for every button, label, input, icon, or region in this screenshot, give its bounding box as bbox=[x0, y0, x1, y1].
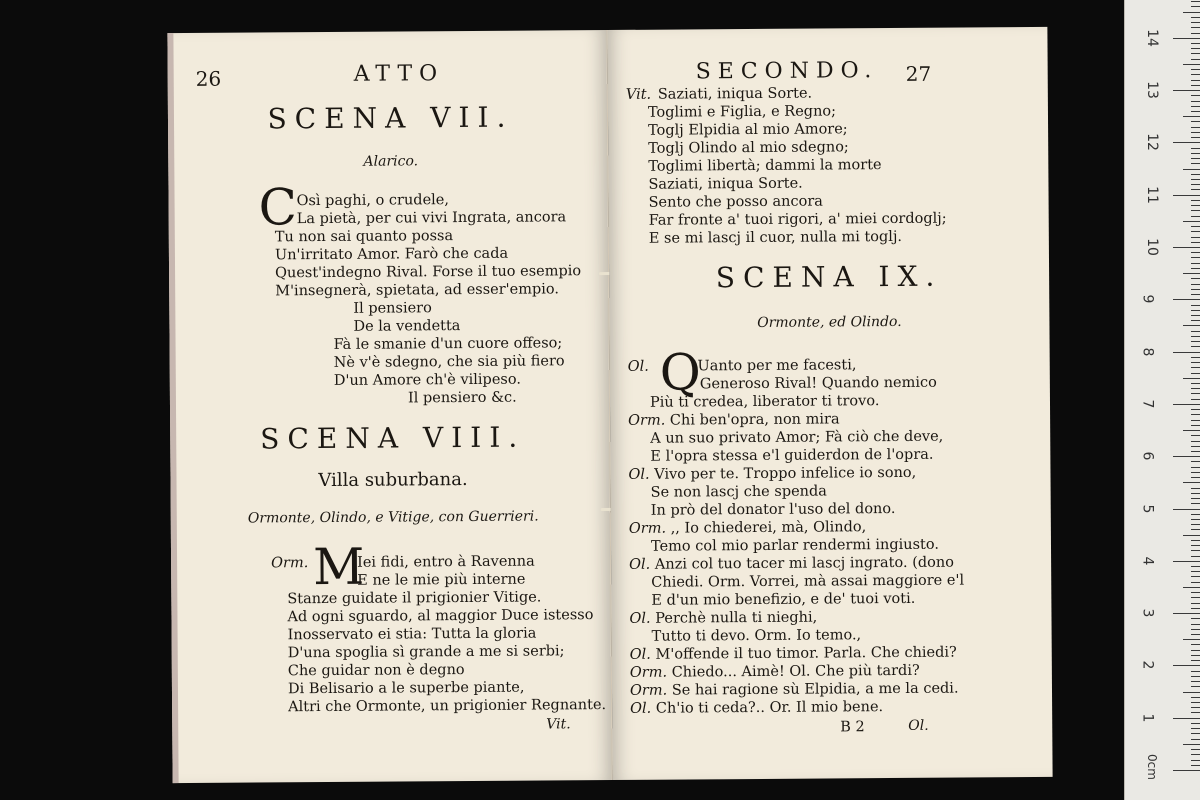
ruler-tick bbox=[1191, 210, 1200, 211]
ruler-tick bbox=[1191, 6, 1200, 7]
ruler-tick bbox=[1183, 64, 1200, 65]
ruler-number: 4 bbox=[1139, 556, 1156, 566]
ruler-tick bbox=[1191, 268, 1200, 269]
dialogue-text: E d'un mio benefizio, e de' tuoi voti. bbox=[651, 590, 916, 609]
ruler-tick bbox=[1191, 576, 1200, 577]
ruler-tick bbox=[1183, 692, 1200, 693]
ruler-tick bbox=[1173, 90, 1200, 91]
ruler-tick bbox=[1191, 373, 1200, 374]
dialogue-text: ,, Io chiederei, mà, Olindo, bbox=[670, 519, 867, 537]
ruler-tick bbox=[1191, 257, 1200, 258]
verse-line: De la vendetta bbox=[353, 318, 461, 335]
ruler-tick bbox=[1191, 519, 1200, 520]
ruler-number: 14 bbox=[1143, 28, 1160, 47]
ruler-tick bbox=[1183, 325, 1200, 326]
ruler-tick bbox=[1191, 650, 1200, 651]
verse-line: Sento che posso ancora bbox=[648, 193, 823, 211]
verse-line: La pietà, per cui vivi Ingrata, ancora bbox=[296, 209, 567, 228]
character-list: Ormonte, Olindo, e Vitige, con Guerrieri. bbox=[247, 508, 539, 527]
ruler-number: 8 bbox=[1139, 347, 1156, 357]
dialogue-text: Chiedi. Orm. Vorrei, mà assai maggiore e'l bbox=[651, 572, 965, 591]
ruler-tick bbox=[1191, 357, 1200, 358]
verse-line: Il pensiero bbox=[353, 300, 432, 317]
ruler-tick bbox=[1191, 289, 1200, 290]
dialogue-text: Se hai ragione sù Elpidia, a me la cedi. bbox=[671, 680, 959, 699]
ruler-number: 5 bbox=[1139, 504, 1156, 513]
dialogue-text: Chi ben'opra, non mira bbox=[669, 411, 840, 429]
verse-line: Quest'indegno Rival. Forse il tuo esempio bbox=[275, 263, 582, 282]
ruler-tick bbox=[1183, 221, 1200, 222]
dialogue-text: Ch'io ti ceda?.. Or. Il mio bene. bbox=[655, 699, 884, 717]
dialogue-text: Tutto ti devo. Orm. Io temo., bbox=[651, 627, 862, 645]
drop-cap: C bbox=[258, 178, 298, 237]
verse-line: E se mi lascj il cuor, nulla mi toglj. bbox=[648, 228, 903, 247]
verse-line: Saziati, iniqua Sorte. bbox=[648, 175, 803, 193]
scene-title: SCENA IX. bbox=[715, 259, 943, 295]
speaker-label: Orm. bbox=[629, 664, 668, 681]
verse-line: Che guidar non è degno bbox=[287, 662, 465, 680]
ruler-tick bbox=[1183, 744, 1200, 745]
ruler-tick bbox=[1191, 697, 1200, 698]
dialogue-text: A un suo privato Amor; Fà ciò che deve, bbox=[650, 428, 944, 447]
speaker-label: Orm. bbox=[628, 412, 666, 429]
verse-line: Tu non sai quanto possa bbox=[274, 228, 454, 246]
ruler-tick bbox=[1183, 535, 1200, 536]
ruler-tick bbox=[1183, 273, 1200, 274]
ruler-tick bbox=[1183, 587, 1200, 588]
verse-line: M'insegnerà, spietata, ad esser'empio. bbox=[275, 281, 560, 300]
ruler-tick bbox=[1191, 59, 1200, 60]
catchword: Ol. bbox=[908, 717, 929, 734]
speaker-label: Ol. bbox=[627, 358, 649, 375]
dialogue-text: Generoso Rival! Quando nemico bbox=[699, 374, 937, 393]
ruler-tick bbox=[1191, 153, 1200, 154]
dialogue-line bbox=[651, 500, 896, 520]
dialogue-line bbox=[651, 536, 939, 556]
ruler-number: 2 bbox=[1139, 660, 1156, 670]
ruler-tick bbox=[1191, 132, 1200, 133]
ruler-tick bbox=[1191, 294, 1200, 295]
ruler-number: 1 bbox=[1139, 713, 1156, 723]
ruler-unit-label: 0cm bbox=[1144, 754, 1159, 780]
ruler-number: 3 bbox=[1139, 608, 1156, 618]
verse-line: Saziati, iniqua Sorte. bbox=[657, 85, 813, 103]
ruler-tick bbox=[1183, 12, 1200, 13]
ruler-number: 7 bbox=[1139, 399, 1156, 409]
character-list: Ormonte, ed Olindo. bbox=[757, 313, 902, 331]
ruler-tick bbox=[1191, 425, 1200, 426]
verse-line: D'una spoglia sì grande a me si serbi; bbox=[287, 643, 565, 662]
ruler-tick bbox=[1191, 43, 1200, 44]
ruler-tick bbox=[1191, 681, 1200, 682]
dialogue-line bbox=[630, 698, 883, 718]
ruler-tick bbox=[1191, 216, 1200, 217]
ruler-tick bbox=[1191, 644, 1200, 645]
ruler-tick bbox=[1191, 1, 1200, 2]
ruler-tick bbox=[1191, 477, 1200, 478]
dialogue-line bbox=[650, 428, 943, 448]
speaker-label: Ol. bbox=[628, 466, 650, 483]
dialogue-text: E l'opra stessa e'l guiderdon de l'opra. bbox=[650, 446, 934, 465]
ruler-tick bbox=[1191, 498, 1200, 499]
ruler-tick bbox=[1191, 362, 1200, 363]
ruler-number: 9 bbox=[1139, 294, 1156, 304]
verse-line: Ad ogni sguardo, al maggior Duce istesso bbox=[287, 607, 594, 626]
ruler-tick bbox=[1191, 48, 1200, 49]
ruler-tick bbox=[1191, 163, 1200, 164]
ruler-tick bbox=[1191, 263, 1200, 264]
ruler-tick bbox=[1173, 509, 1200, 510]
dialogue-text: Se non lascj che spenda bbox=[650, 483, 827, 501]
ruler-tick bbox=[1191, 529, 1200, 530]
ruler-tick bbox=[1191, 686, 1200, 687]
speaker-label: Orm. bbox=[629, 682, 668, 699]
ruler-tick bbox=[1191, 226, 1200, 227]
verse-line: Di Belisario a le superbe piante, bbox=[287, 679, 525, 698]
ruler-tick bbox=[1191, 754, 1200, 755]
ruler-tick bbox=[1191, 624, 1200, 625]
ruler-tick bbox=[1191, 184, 1200, 185]
ruler-tick bbox=[1191, 493, 1200, 494]
ruler-tick bbox=[1191, 571, 1200, 572]
ruler-tick bbox=[1183, 430, 1200, 431]
verse-line: Osì paghi, o crudele, bbox=[296, 192, 450, 210]
ruler-number: 6 bbox=[1139, 451, 1156, 461]
dialogue-line bbox=[628, 464, 916, 484]
verse-line: Un'irritato Amor. Farò che cada bbox=[274, 245, 509, 264]
dialogue-line bbox=[652, 626, 862, 645]
ruler-tick bbox=[1173, 404, 1200, 405]
ruler-tick bbox=[1191, 74, 1200, 75]
ruler-tick bbox=[1191, 252, 1200, 253]
ruler-tick bbox=[1191, 739, 1200, 740]
ruler-tick bbox=[1191, 524, 1200, 525]
dialogue-line bbox=[629, 609, 817, 628]
ruler-tick bbox=[1191, 27, 1200, 28]
ruler-tick bbox=[1173, 561, 1200, 562]
left-page bbox=[167, 30, 612, 783]
ruler-tick bbox=[1173, 299, 1200, 300]
ruler-tick bbox=[1191, 467, 1200, 468]
ruler-tick bbox=[1173, 247, 1200, 248]
ruler-tick bbox=[1183, 639, 1200, 640]
dialogue-line bbox=[630, 680, 959, 700]
ruler-tick bbox=[1191, 346, 1200, 347]
verse-line: Nè v'è sdegno, che sia più fiero bbox=[333, 353, 565, 371]
ruler-tick bbox=[1191, 189, 1200, 190]
ruler-tick bbox=[1191, 205, 1200, 206]
ruler-tick bbox=[1191, 69, 1200, 70]
verse-line: Far fronte a' tuoi rigori, a' miei cordoglj; bbox=[648, 210, 947, 229]
ruler-tick bbox=[1191, 305, 1200, 306]
ruler-tick bbox=[1191, 336, 1200, 337]
page-number: 26 bbox=[195, 66, 222, 91]
ruler-tick bbox=[1191, 655, 1200, 656]
ruler-tick bbox=[1191, 488, 1200, 489]
ruler-number: 12 bbox=[1143, 133, 1160, 152]
ruler-tick bbox=[1191, 399, 1200, 400]
ruler-tick bbox=[1191, 409, 1200, 410]
ruler-tick bbox=[1191, 414, 1200, 415]
ruler-tick bbox=[1173, 195, 1200, 196]
ruler-tick bbox=[1191, 284, 1200, 285]
ruler-tick bbox=[1191, 331, 1200, 332]
dialogue-text: M'offende il tuo timor. Parla. Che chiedi? bbox=[655, 644, 957, 663]
dialogue-line bbox=[650, 446, 933, 466]
page-edge bbox=[167, 33, 178, 783]
right-page bbox=[607, 27, 1052, 780]
ruler-tick bbox=[1191, 420, 1200, 421]
dialogue-text: Più ti credea, liberator ti trovo. bbox=[649, 393, 880, 411]
ruler-tick bbox=[1191, 341, 1200, 342]
catchword: Vit. bbox=[546, 716, 571, 733]
speaker-label: Orm. bbox=[271, 555, 309, 572]
dialogue-text: Uanto per me facesti, bbox=[697, 357, 857, 375]
ruler-tick bbox=[1191, 765, 1200, 766]
ruler-tick bbox=[1191, 174, 1200, 175]
verse-line: Il pensiero &c. bbox=[407, 389, 517, 407]
ruler-tick bbox=[1191, 315, 1200, 316]
dialogue-line bbox=[628, 410, 840, 429]
dialogue-text: Temo col mio parlar rendermi ingiusto. bbox=[650, 536, 939, 555]
ruler-tick bbox=[1191, 17, 1200, 18]
ruler-tick bbox=[1191, 137, 1200, 138]
dialogue-line bbox=[651, 572, 964, 592]
verse-line: Toglj Elpidia al mio Amore; bbox=[648, 121, 848, 139]
ruler-tick bbox=[1191, 242, 1200, 243]
verse-line: Toglimi e Figlia, e Regno; bbox=[647, 103, 837, 121]
ruler-tick bbox=[1191, 383, 1200, 384]
ruler-tick bbox=[1191, 712, 1200, 713]
ruler-tick bbox=[1191, 22, 1200, 23]
measuring-ruler bbox=[1124, 0, 1200, 800]
setting-line: Villa suburbana. bbox=[318, 468, 468, 492]
ruler-tick bbox=[1191, 582, 1200, 583]
ruler-tick bbox=[1191, 95, 1200, 96]
verse-line: Fà le smanie d'un cuore offeso; bbox=[333, 335, 563, 353]
ruler-tick bbox=[1173, 352, 1200, 353]
ruler-tick bbox=[1191, 237, 1200, 238]
ruler-tick bbox=[1191, 634, 1200, 635]
verse-line: Stanze guidate il prigionier Vitige. bbox=[287, 589, 542, 608]
ruler-tick bbox=[1191, 121, 1200, 122]
running-head: ATTO bbox=[353, 61, 445, 87]
ruler-tick bbox=[1173, 718, 1200, 719]
ruler-tick bbox=[1191, 310, 1200, 311]
drop-cap: Q bbox=[659, 343, 701, 402]
ruler-tick bbox=[1173, 613, 1200, 614]
ruler-tick bbox=[1173, 142, 1200, 143]
drop-cap: M bbox=[312, 537, 365, 597]
ruler-tick bbox=[1191, 603, 1200, 604]
open-book bbox=[167, 27, 1052, 783]
ruler-tick bbox=[1191, 608, 1200, 609]
ruler-number: 10 bbox=[1143, 238, 1160, 256]
dialogue-text: Vivo per te. Troppo infelice io sono, bbox=[654, 464, 917, 483]
ruler-tick bbox=[1191, 660, 1200, 661]
ruler-tick bbox=[1183, 169, 1200, 170]
speaker-label: Ol. bbox=[630, 700, 652, 717]
speaker-label: Ol. bbox=[629, 646, 651, 663]
dialogue-line bbox=[651, 482, 827, 501]
ruler-tick bbox=[1191, 760, 1200, 761]
ruler-tick bbox=[1173, 456, 1200, 457]
dialogue-line bbox=[629, 554, 954, 574]
verse-line: Toglimi libertà; dammi la morte bbox=[648, 157, 882, 175]
dialogue-line bbox=[628, 356, 857, 376]
verse-line: Inosservato ei stia: Tutta la gloria bbox=[287, 625, 537, 644]
ruler-tick bbox=[1191, 451, 1200, 452]
verse-line: Toglj Olindo al mio sdegno; bbox=[648, 139, 849, 157]
dialogue-line bbox=[651, 590, 915, 610]
dialogue-text: Chiedo... Aimè! Ol. Che più tardi? bbox=[671, 662, 920, 681]
dialogue-line bbox=[629, 518, 866, 538]
ruler-tick bbox=[1173, 665, 1200, 666]
scene-title: SCENA VIII. bbox=[260, 420, 526, 456]
ruler-tick bbox=[1191, 550, 1200, 551]
ruler-tick bbox=[1191, 200, 1200, 201]
speaker-label: Ol. bbox=[629, 610, 651, 627]
ruler-tick bbox=[1191, 618, 1200, 619]
ruler-tick bbox=[1191, 597, 1200, 598]
ruler-tick bbox=[1191, 435, 1200, 436]
verse-line: Altri che Ormonte, un prigionier Regnante. bbox=[288, 697, 607, 716]
ruler-tick bbox=[1191, 702, 1200, 703]
dialogue-line bbox=[630, 662, 920, 682]
ruler-tick bbox=[1191, 106, 1200, 107]
speaker-label: Vit. bbox=[625, 86, 652, 103]
dialogue-text: Anzi col tuo tacer mi lascj ingrato. (dono bbox=[654, 554, 954, 573]
ruler-tick bbox=[1191, 540, 1200, 541]
ruler-tick bbox=[1191, 749, 1200, 750]
ruler-tick bbox=[1191, 707, 1200, 708]
ruler-tick bbox=[1191, 393, 1200, 394]
ruler-tick bbox=[1191, 53, 1200, 54]
ruler-tick bbox=[1191, 85, 1200, 86]
dialogue-text: Perchè nulla ti nieghi, bbox=[655, 609, 818, 627]
ruler-tick bbox=[1173, 38, 1200, 39]
speaker-label: Ol. bbox=[629, 556, 651, 573]
ruler-tick bbox=[1191, 676, 1200, 677]
ruler-tick bbox=[1191, 629, 1200, 630]
verse-line: Iei fidi, entro à Ravenna bbox=[357, 553, 535, 571]
ruler-tick bbox=[1191, 723, 1200, 724]
ruler-tick bbox=[1191, 446, 1200, 447]
ruler-tick bbox=[1191, 556, 1200, 557]
ruler-tick bbox=[1191, 158, 1200, 159]
ruler-tick bbox=[1191, 728, 1200, 729]
ruler-tick bbox=[1191, 592, 1200, 593]
signature-mark: B 2 bbox=[840, 719, 865, 736]
ruler-tick bbox=[1191, 127, 1200, 128]
ruler-tick bbox=[1183, 482, 1200, 483]
ruler-tick bbox=[1183, 116, 1200, 117]
page-number: 27 bbox=[905, 61, 932, 86]
ruler-tick bbox=[1191, 671, 1200, 672]
ruler-tick bbox=[1191, 179, 1200, 180]
speaker-heading: Alarico. bbox=[363, 153, 419, 170]
ruler-tick bbox=[1191, 367, 1200, 368]
ruler-tick bbox=[1191, 33, 1200, 34]
ruler-tick bbox=[1191, 441, 1200, 442]
dialogue-text: In prò del donator l'uso del dono. bbox=[650, 501, 896, 519]
ruler-tick bbox=[1191, 111, 1200, 112]
ruler-tick bbox=[1173, 770, 1200, 771]
running-head: SECONDO. bbox=[695, 58, 879, 85]
ruler-tick bbox=[1191, 231, 1200, 232]
ruler-tick bbox=[1191, 320, 1200, 321]
ruler-number: 13 bbox=[1143, 81, 1160, 100]
ruler-tick bbox=[1191, 101, 1200, 102]
dialogue-line bbox=[650, 392, 880, 412]
ruler-tick bbox=[1191, 472, 1200, 473]
ruler-tick bbox=[1191, 388, 1200, 389]
ruler-tick bbox=[1191, 148, 1200, 149]
ruler-tick bbox=[1191, 503, 1200, 504]
scene-title: SCENA VII. bbox=[267, 100, 514, 136]
speaker-label: Orm. bbox=[628, 520, 667, 537]
dialogue-line bbox=[700, 374, 937, 394]
ruler-tick bbox=[1191, 733, 1200, 734]
ruler-tick bbox=[1191, 80, 1200, 81]
ruler-tick bbox=[1191, 278, 1200, 279]
ruler-tick bbox=[1191, 514, 1200, 515]
ruler-tick bbox=[1191, 461, 1200, 462]
ruler-tick bbox=[1191, 545, 1200, 546]
ruler-tick bbox=[1191, 566, 1200, 567]
verse-line: D'un Amore ch'è vilipeso. bbox=[333, 371, 521, 389]
ruler-tick bbox=[1183, 378, 1200, 379]
ruler-number: 11 bbox=[1143, 185, 1160, 204]
dialogue-line bbox=[630, 644, 957, 664]
verse-line: E ne le mie più interne bbox=[357, 571, 526, 589]
